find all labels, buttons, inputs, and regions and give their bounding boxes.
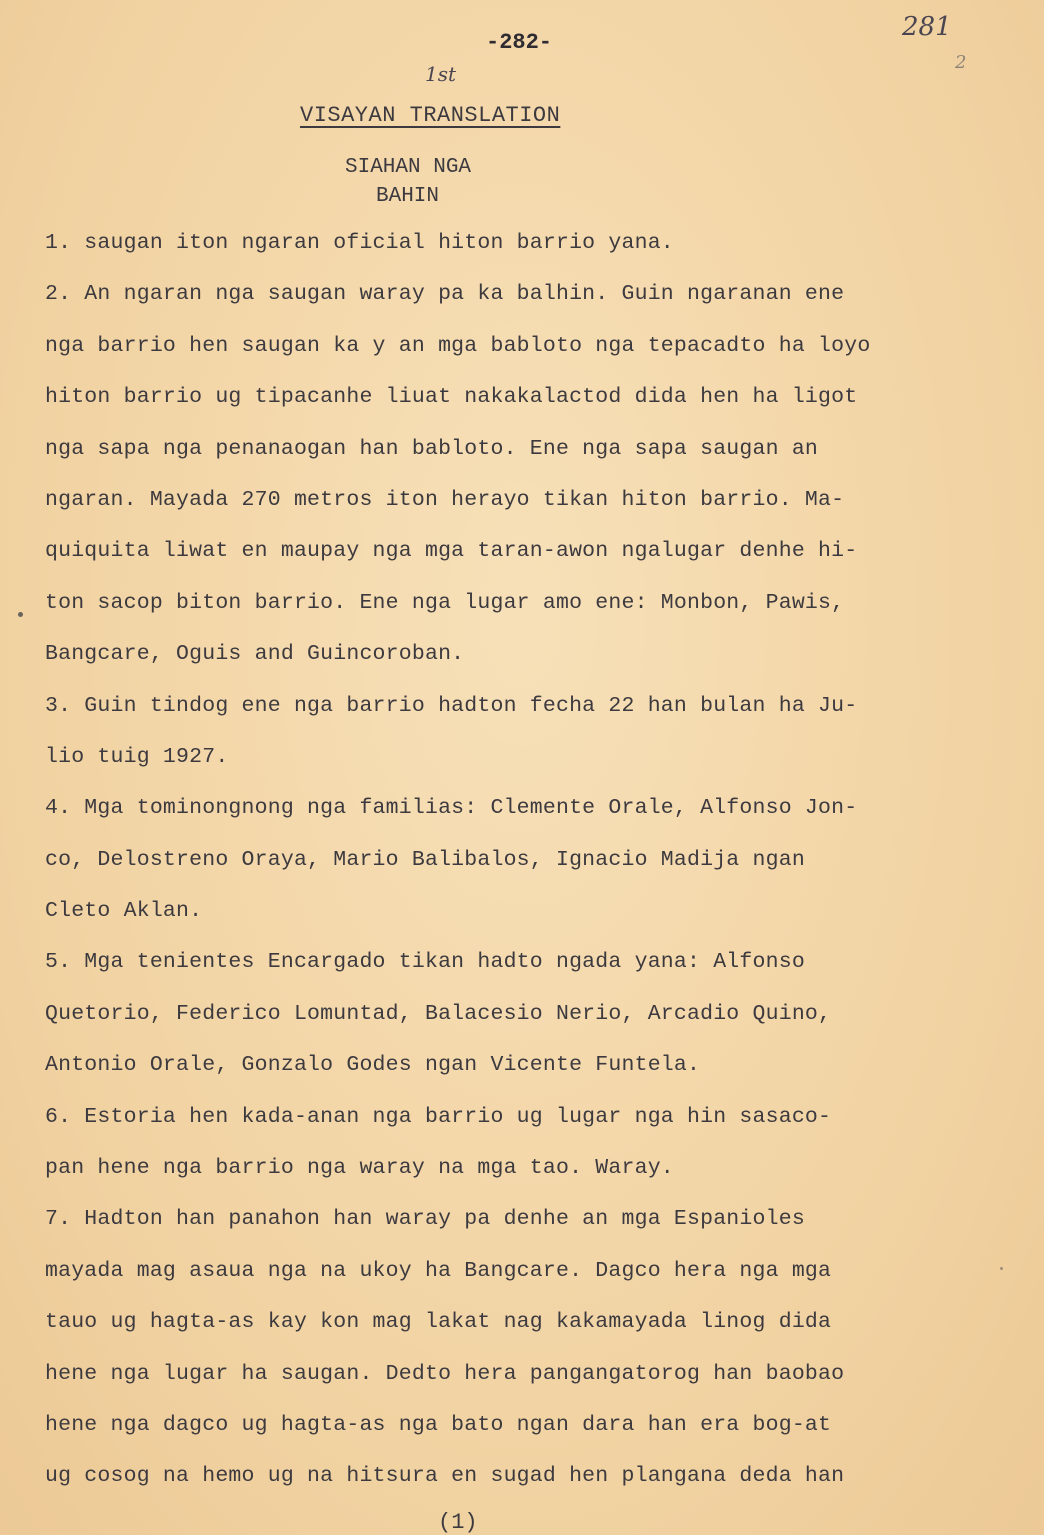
body-line: quiquita liwat en maupay nga mga taran-awon ngalugar denhe hi- — [45, 539, 858, 564]
handwritten-sub-mark: 2 — [955, 52, 967, 73]
body-line: 7. Hadton han panahon han waray pa denhe an mga Espanioles — [45, 1207, 805, 1232]
body-text — [45, 228, 1005, 1513]
body-line: ton sacop biton barrio. Ene nga lugar amo ene: Monbon, Pawis, — [45, 590, 845, 615]
handwritten-page-number: 281 — [902, 12, 952, 42]
body-line: Quetorio, Federico Lomuntad, Balacesio Nerio, Arcadio Quino, — [45, 1001, 832, 1026]
body-line: tauo ug hagta-as kay kon mag lakat nag kakamayada linog dida — [45, 1310, 832, 1335]
body-line: hiton barrio ug tipacanhe liuat nakakalactod dida hen ha ligot — [45, 385, 858, 410]
body-line: mayada mag asaua nga na ukoy ha Bangcare. Dagco hera nga mga — [45, 1258, 832, 1283]
body-line: lio tuig 1927. — [45, 744, 229, 769]
document-title: VISAYAN TRANSLATION — [300, 103, 561, 128]
body-line: co, Delostreno Oraya, Mario Balibalos, Ignacio Madija ngan — [45, 847, 805, 872]
body-line: 1. saugan iton ngaran oficial hiton barrio yana. — [45, 231, 674, 255]
body-line: nga sapa nga penanaogan han babloto. Ene nga sapa saugan an — [45, 436, 819, 461]
body-line: 5. Mga tenientes Encargado tikan hadto ngada yana: Alfonso — [45, 950, 805, 975]
section-heading-line2: BAHIN — [376, 185, 440, 208]
body-line: 3. Guin tindog ene nga barrio hadton fecha 22 han bulan ha Ju- — [45, 693, 858, 718]
footer-page-label: (1) — [438, 1510, 478, 1535]
body-line: 2. An ngaran nga saugan waray pa ka balhin. Guin ngaranan ene — [45, 282, 845, 307]
section-heading-line1: SIAHAN NGA — [345, 156, 472, 179]
body-line: 4. Mga tominongnong nga familias: Clemente Orale, Alfonso Jon- — [45, 796, 858, 821]
body-line: nga barrio hen saugan ka y an mga babloto nga tepacadto ha loyo — [45, 333, 871, 358]
body-line: ngaran. Mayada 270 metros iton herayo tikan hiton barrio. Ma- — [45, 487, 845, 512]
ink-speck — [18, 612, 23, 617]
body-line: hene nga dagco ug hagta-as nga bato ngan dara han era bog-at — [45, 1412, 832, 1437]
handwritten-note: 1st — [425, 62, 457, 86]
body-line: 6. Estoria hen kada-anan nga barrio ug lugar nga hin sasaco- — [45, 1104, 832, 1129]
page-number: -282- — [486, 30, 553, 55]
ink-speck — [1000, 1267, 1003, 1270]
body-line: ug cosog na hemo ug na hitsura en sugad hen plangana deda han — [45, 1464, 845, 1489]
body-line: Cleto Aklan. — [45, 899, 203, 924]
body-line: hene nga lugar ha saugan. Dedto hera pangangatorog han baobao — [45, 1361, 845, 1386]
body-line: Antonio Orale, Gonzalo Godes ngan Vicente Funtela. — [45, 1053, 701, 1078]
body-line: pan hene nga barrio nga waray na mga tao. Waray. — [45, 1156, 674, 1181]
body-line: Bangcare, Oguis and Guincoroban. — [45, 642, 465, 667]
